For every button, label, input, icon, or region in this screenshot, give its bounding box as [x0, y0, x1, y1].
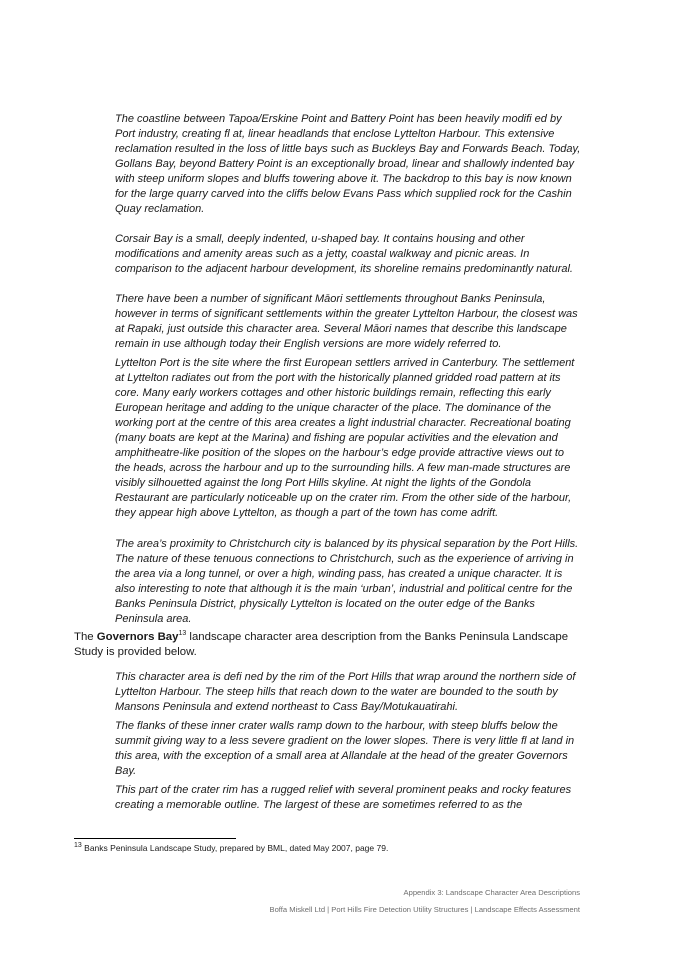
quote-paragraph-crater-rim: This part of the crater rim has a rugged relief with several prominent peaks and rocky features creating a memorable outline. The largest of these are sometimes referred to as the — [115, 784, 572, 811]
footnote-number: 13 — [74, 842, 82, 850]
intro-before: The — [74, 631, 97, 643]
footnote — [74, 843, 388, 854]
footer-report-title: Boffa Miskell Ltd | Port Hills Fire Detection Utility Structures | Landscape Effects Assessment — [269, 905, 580, 914]
quote-paragraph-proximity: The area’s proximity to Christchurch city is balanced by its physical separation by the Port Hills. The nature of these tenuous connections to Christchurch, such as the experience of arriving in the area via a long tunnel, or over a high, winding pass, has created a unique character. It is also interesting to note that although it is the main ‘urban’, industrial and political centre for the Banks Peninsula District, physically Lyttelton is located on the outer edge of the Banks Peninsula area. — [115, 538, 579, 625]
quote-paragraph-crater-walls: The flanks of these inner crater walls ramp down to the harbour, with steep bluffs below the summit giving way to a less severe gradient on the lower slopes. There is very little fl at land in this area, with the exception of a small area at Allandale at the head of the greater Governors Bay. — [115, 720, 575, 777]
footnote-text: Banks Peninsula Landscape Study, prepared by BML, dated May 2007, page 79. — [81, 843, 389, 853]
quote-paragraph-coastline: The coastline between Tapoa/Erskine Point and Battery Point has been heavily modifi ed by Port industry, creating fl at, linear headlands that enclose Lyttelton Harbour. This extensive reclamation resulted in the loss of little bays such as Buckleys Bay and Forwards Beach. Today, Gollans Bay, beyond Battery Point is an exceptionally broad, linear and shallowly indented bay with steep uniform slopes and bluffs towering above it. The backdrop to this bay is now known for the large quarry carved into the cliffs below Evans Pass which supplied rock for the Cashin Quay reclamation. — [115, 113, 581, 215]
footnote-ref[interactable]: 13 — [178, 630, 187, 638]
quote-paragraph-character-area: This character area is defi ned by the rim of the Port Hills that wrap around the northern side of Lyttelton Harbour. The steep hills that reach down to the water are bounded to the south by Mansons Peninsula and extend northeast to Cass Bay/Motukauatirahi. — [115, 671, 576, 713]
governors-bay-bold: Governors Bay — [96, 631, 179, 643]
quote-paragraph-corsair-bay: Corsair Bay is a small, deeply indented, u-shaped bay. It contains housing and other modifications and amenity areas such as a jetty, coastal walkway and picnic areas. In comparison to the adjacent harbour development, its shoreline remains predominantly natural. — [115, 233, 573, 275]
intro-after: landscape character area description from the Banks Peninsula Landscape Study is provided below. — [74, 631, 569, 658]
intro-paragraph — [74, 630, 580, 660]
footer-appendix-title: Appendix 3: Landscape Character Area Descriptions — [403, 888, 580, 897]
quote-paragraph-lyttelton-port: Lyttelton Port is the site where the first European settlers arrived in Canterbury. The settlement at Lyttelton radiates out from the port with the historically planned gridded road pattern at its core. Many early workers cottages and other historic buildings remain, reflecting this early European heritage and adding to the unique character of the place. The dominance of the working port at the centre of this area creates a light industrial character. Recreational boating (many boats are kept at the Marina) and fishing are popular activities and the elevation and amphitheatre-like position of the slopes on the harbour’s edge provide attractive views out to the heads, across the harbour and up to the surrounding hills. A few man-made structures are visibly silhouetted against the long Port Hills skyline. At night the lights of the Gondola Restaurant are particularly noticeable up on the crater rim. From the other side of the harbour, they appear high above Lyttelton, as though a part of the town has come adrift. — [115, 357, 575, 519]
footnote-divider — [74, 838, 236, 839]
quote-paragraph-maori-settlements: There have been a number of significant Māori settlements throughout Banks Peninsula, however in terms of significant settlements within the greater Lyttelton Harbour, the closest was at Rapaki, just outside this character area. Several Māori names that describe this landscape remain in use although today their English versions are more widely referred to. — [115, 293, 578, 350]
